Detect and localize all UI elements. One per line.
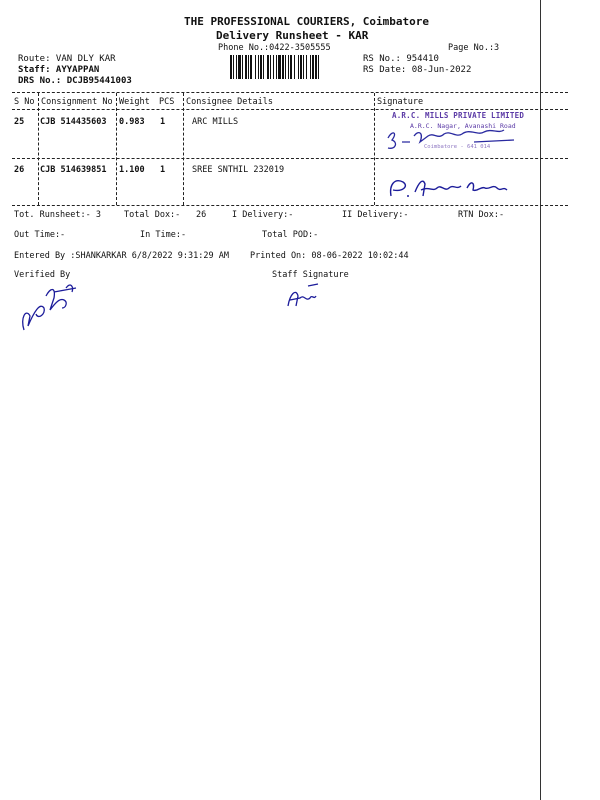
row-sno: 25 — [14, 117, 25, 127]
total-dox-label: Total Dox:- — [124, 210, 181, 220]
rs-date: RS Date: 08-Jun-2022 — [363, 65, 472, 75]
phone-number: Phone No.:0422-3505555 — [218, 43, 331, 53]
company-name: THE PROFESSIONAL COURIERS, Coimbatore — [184, 15, 430, 28]
row-sno: 26 — [14, 165, 25, 175]
table-header-border — [12, 109, 568, 110]
header-consignment: Consignment No — [41, 97, 113, 107]
staff-label: Staff: AYYAPPAN — [18, 65, 100, 75]
stamp-line-1: A.R.C. MILLS PRIVATE LIMITED — [392, 111, 525, 120]
header-weight: Weight — [119, 97, 150, 107]
row-weight: 0.983 — [119, 117, 145, 127]
row-consignment: CJB 514435603 — [40, 117, 107, 127]
total-pod: Total POD:- — [262, 230, 319, 240]
i-delivery: I Delivery:- — [232, 210, 294, 220]
stamp-line-3: Coimbatore - 641 014 — [424, 144, 491, 150]
tot-runsheet: Tot. Runsheet:- 3 — [14, 210, 101, 220]
column-divider — [374, 93, 375, 205]
in-time: In Time:- — [140, 230, 187, 240]
row-consignment: CJB 514639851 — [40, 165, 107, 175]
verified-by-label: Verified By — [14, 270, 71, 280]
ii-delivery: II Delivery:- — [342, 210, 409, 220]
receiver-signature-1 — [384, 120, 554, 160]
row-consignee: SREE SNTHIL 232019 — [192, 165, 285, 175]
printed-on: Printed On: 08-06-2022 10:02:44 — [250, 251, 409, 261]
rtn-dox: RTN Dox:- — [458, 210, 505, 220]
page-number: Page No.:3 — [448, 43, 500, 53]
column-divider — [183, 93, 184, 205]
header-consignee: Consignee Details — [186, 97, 273, 107]
row-pcs: 1 — [160, 165, 166, 175]
receiver-signature-2 — [385, 174, 525, 206]
out-time: Out Time:- — [14, 230, 66, 240]
row-pcs: 1 — [160, 117, 166, 127]
staff-signature — [284, 282, 324, 312]
table-top-border — [12, 92, 568, 93]
route-label: Route: VAN DLY KAR — [18, 54, 116, 64]
total-dox-value: 26 — [196, 210, 207, 220]
column-divider — [38, 93, 39, 205]
drs-number: DRS No.: DCJB95441003 — [18, 76, 132, 86]
rs-number: RS No.: 954410 — [363, 54, 439, 64]
header-sno: S No — [14, 97, 35, 107]
column-divider — [116, 93, 117, 205]
runsheet-title: Delivery Runsheet - KAR — [216, 29, 369, 42]
verifier-signature — [16, 278, 86, 338]
stamp-line-2: A.R.C. Nagar, Avanashi Road — [410, 122, 516, 130]
barcode — [230, 55, 354, 79]
row-consignee: ARC MILLS — [192, 117, 239, 127]
entered-by: Entered By :SHANKARKAR 6/8/2022 9:31:29 AM — [14, 251, 229, 261]
header-pcs: PCS — [159, 97, 175, 107]
row-weight: 1.100 — [119, 165, 145, 175]
staff-signature-label: Staff Signature — [272, 270, 349, 280]
header-signature: Signature — [377, 97, 424, 107]
